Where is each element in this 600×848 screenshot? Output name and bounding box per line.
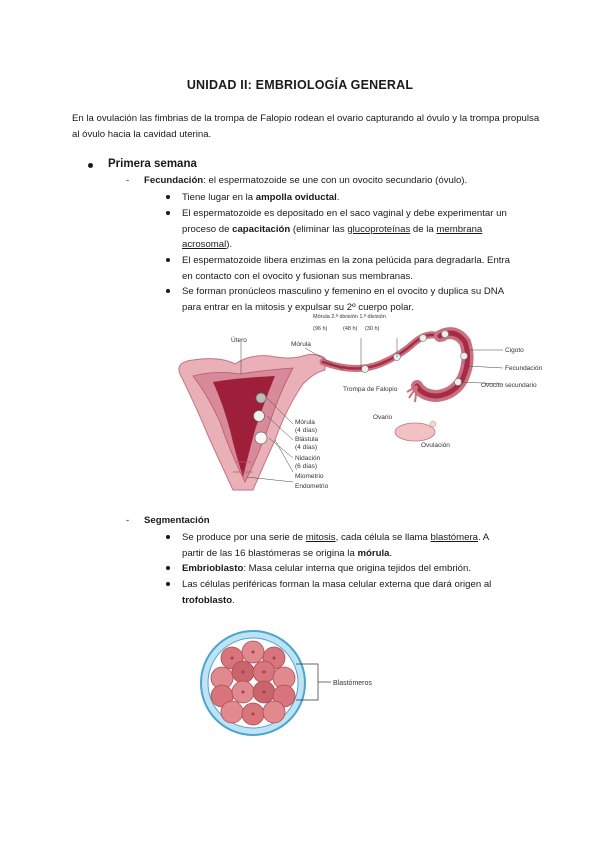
section-heading-text: Primera semana [108, 158, 197, 170]
label-trompa: Trompa de Falopio [343, 386, 398, 393]
fec-item-4 [182, 284, 522, 315]
fecundacion-desc: : el espermatozoide se une con un ovocito secundario (óvulo). [203, 175, 468, 186]
text: . [336, 192, 340, 203]
ovary [395, 423, 435, 441]
label-fecundacion: Fecundación [505, 365, 543, 372]
fertilization-diagram [175, 312, 543, 497]
text-line [182, 237, 532, 253]
text: (eliminar las [290, 223, 348, 235]
fimbriae [407, 386, 417, 402]
text: Se produce por una serie de [182, 532, 306, 543]
morula-tube [362, 366, 369, 373]
bullet-dot [166, 582, 170, 586]
underlined-text: mitosis [305, 532, 336, 543]
text-line [182, 530, 527, 546]
seg-item-1 [182, 530, 527, 561]
text: Se forman pronúcleos masculino y femenino en el ovocito y duplica su DNA para entrar en la mitosis y expulsar su 2º cuerpo polar. [182, 286, 504, 313]
underlined-text: acrosomal [182, 239, 227, 250]
text-line [182, 222, 532, 238]
zygote [442, 331, 449, 338]
dash-marker: - [126, 515, 130, 526]
morula-uterus [256, 393, 266, 403]
label-ovocito: Ovocito secundario [481, 382, 537, 389]
bold-text: ampolla oviductal [255, 192, 337, 203]
bold-text: trofoblasto [182, 594, 233, 606]
ovulated-egg [430, 421, 436, 427]
seg-item-2 [182, 561, 527, 577]
label-blastula: Blástula [295, 436, 319, 443]
label-blastula-days: (4 días) [295, 444, 318, 451]
fec-item-1 [182, 190, 522, 206]
text: Las células periféricas forman la masa celular externa que dará origen al [182, 579, 492, 590]
text: El espermatozoide es depositado en el saco vaginal y debe experimentar un [182, 208, 507, 219]
underlined-text: membrana [436, 223, 483, 235]
bullet-dot [88, 163, 93, 168]
label-ovulacion: Ovulación [421, 442, 450, 449]
blastula [254, 411, 265, 422]
bold-text: capacitación [232, 223, 291, 235]
bullet-dot [166, 289, 170, 293]
underlined-text: blastómera [430, 532, 478, 543]
text: : Masa celular interna que origina tejidos del embrión. [243, 563, 472, 574]
fecundacion-text [144, 175, 467, 186]
label-ovario: Ovario [373, 414, 393, 421]
label-utero: Útero [231, 337, 247, 344]
dash-marker: - [126, 175, 130, 186]
label-division: Mórula 2.ª división 1.ª división [313, 314, 386, 320]
underlined-text: glucoproteínas [347, 223, 411, 235]
secondary-oocyte [455, 379, 462, 386]
text: . [389, 547, 393, 559]
fec-item-2 [182, 206, 532, 253]
text-line [182, 546, 527, 562]
bullet-dot [166, 566, 170, 570]
label-30h: (30 h) [365, 326, 380, 332]
text: de la [410, 223, 437, 235]
bullet-dot [166, 211, 170, 215]
text: , cada célula se llama [335, 532, 431, 543]
text: Tiene lugar en la [182, 192, 256, 203]
bold-text: Embrioblasto [182, 563, 244, 574]
label-cigoto: Cigoto [505, 347, 524, 354]
label-blastomeros: Blastómeros [333, 680, 372, 687]
segmentacion-label: Segmentación [144, 515, 210, 526]
fertilization-cell [461, 353, 468, 360]
text: partir de las 16 blastómeras se origina la [182, 547, 358, 559]
fec-item-3 [182, 253, 522, 284]
division1 [420, 335, 427, 342]
bullet-dot [166, 195, 170, 199]
bullet-dot [166, 258, 170, 262]
label-96h: (96 h) [313, 326, 328, 332]
text: . [232, 594, 235, 606]
label-morula-top: Mórula [291, 341, 311, 348]
label-nidacion: Nidación [295, 455, 321, 462]
bullet-dot [166, 535, 170, 539]
label-morula-days: (4 días) [295, 427, 318, 434]
morula-diagram [198, 628, 398, 738]
label-nidacion-days: (6 días) [295, 463, 318, 470]
page-title: UNIDAD II: EMBRIOLOGÍA GENERAL [186, 78, 414, 92]
label-miometrio: Miometrio [295, 473, 324, 480]
seg-item-3 [182, 577, 527, 608]
section-heading [90, 158, 197, 170]
text: ). [226, 239, 233, 250]
fecundacion-label: Fecundación [144, 175, 204, 186]
text: proceso de [182, 223, 233, 235]
text-line [182, 593, 527, 609]
label-endometrio: Endometrio [295, 483, 329, 490]
text: El espermatozoide libera enzimas en la zona pelúcida para degradarla. Entra en contacto con el ovocito y fusionan sus membranas. [182, 255, 510, 282]
label-morula: Mórula [295, 419, 315, 426]
implantation [255, 432, 267, 444]
text: . A [478, 532, 490, 543]
label-48h: (48 h) [343, 326, 358, 332]
bold-text: mórula [357, 547, 390, 559]
intro-paragraph: En la ovulación las fimbrias de la trompa de Falopio rodean el ovario capturando al óvulo y la trompa propulsa al óvulo hacia la cavidad uterina. [72, 113, 540, 140]
